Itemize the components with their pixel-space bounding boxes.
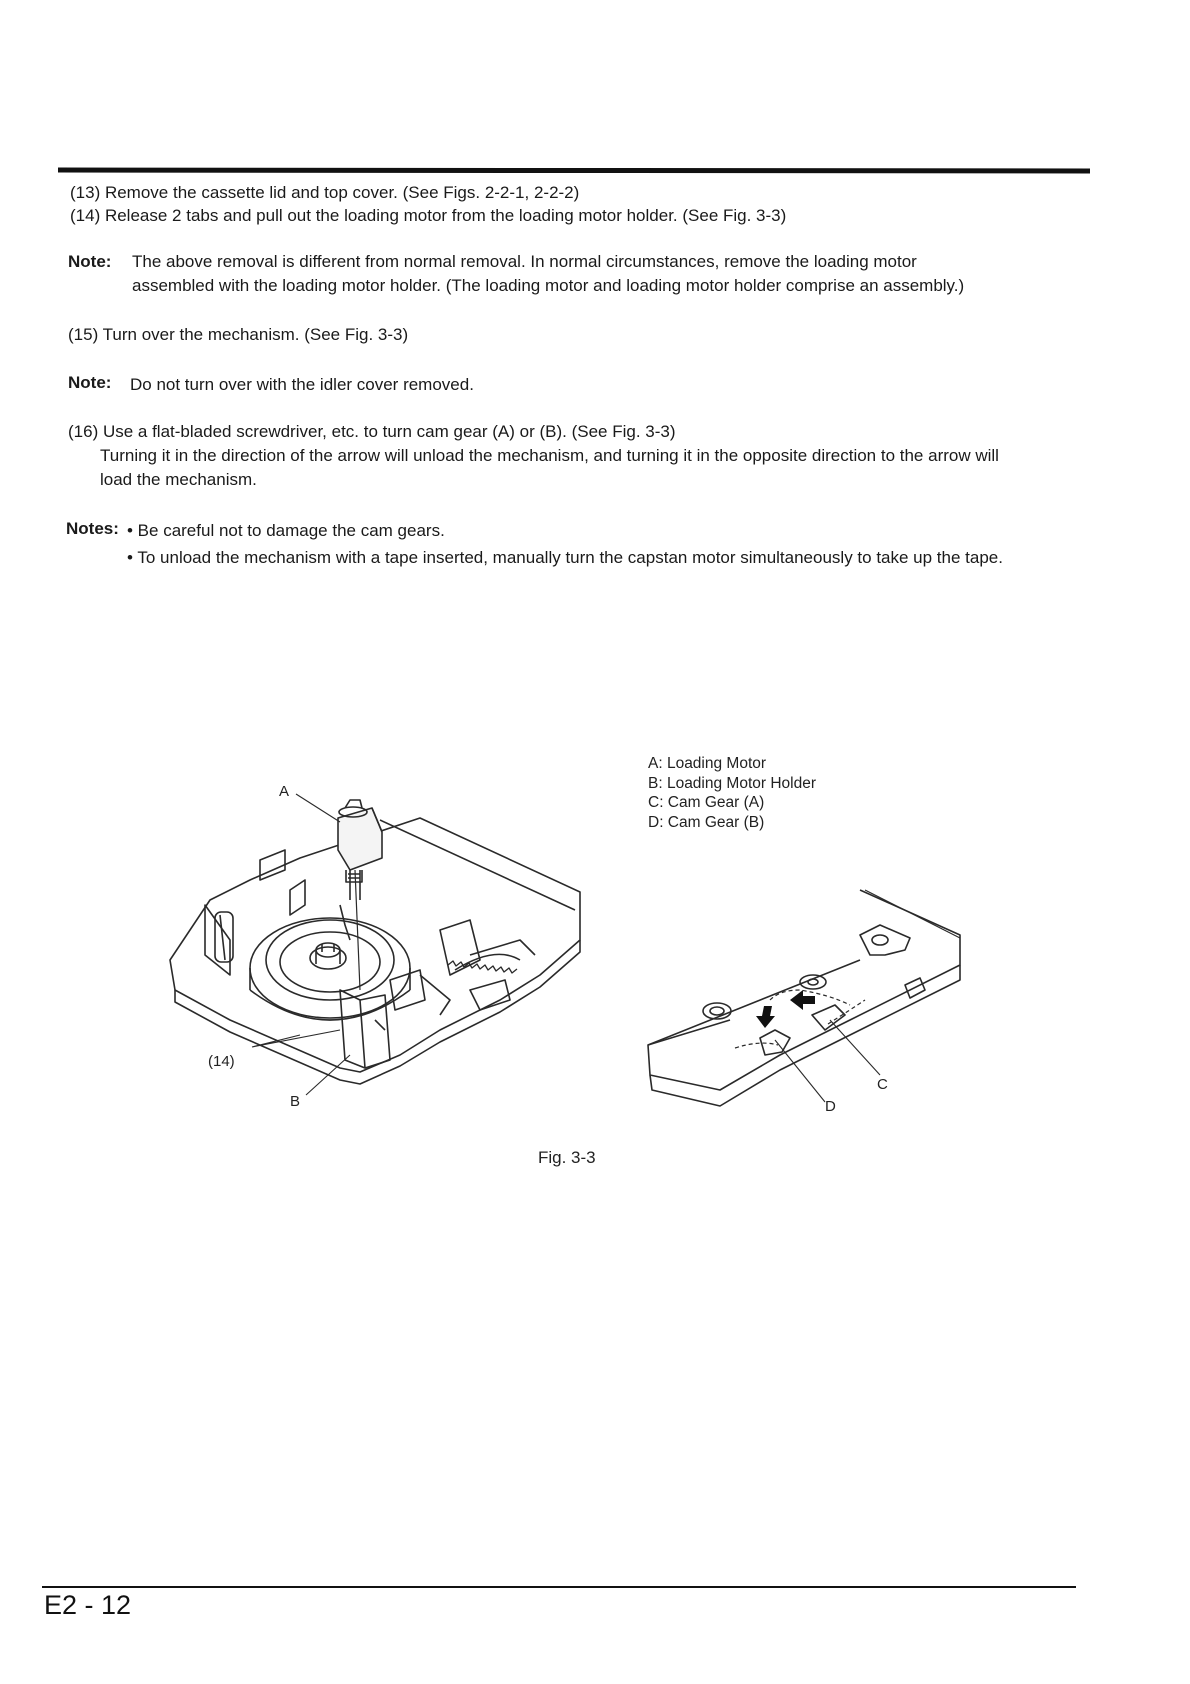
note-2-text: Do not turn over with the idler cover removed. [130,375,474,394]
step-16-line-1: (16) Use a flat-bladed screwdriver, etc. to turn cam gear (A) or (B). (See Fig. 3-3) [68,422,676,441]
callout-d: D [825,1098,836,1115]
legend-item-d: D: Cam Gear (B) [648,813,765,831]
step-13: (13) Remove the cassette lid and top cover. (See Figs. 2-2-1, 2-2-2) [70,183,580,202]
legend-item-c: C: Cam Gear (A) [648,794,765,811]
page-number: E2 - 12 [44,1590,132,1620]
callout-a: A [279,783,290,800]
notes-label: Notes: [66,519,119,538]
callout-c: C [877,1076,888,1093]
note-1-line-1: The above removal is different from normal removal. In normal circumstances, remove the loading motor [132,252,917,271]
note-2-label: Note: [68,373,112,392]
callout-b: B [290,1093,301,1110]
note-1-label: Note: [68,252,112,271]
legend-item-a: A: Loading Motor [648,755,767,772]
step-14: (14) Release 2 tabs and pull out the loading motor from the loading motor holder. (See Fig. 3-3) [70,206,787,225]
figure-legend [648,754,816,832]
notes-item-2: • To unload the mechanism with a tape inserted, manually turn the capstan motor simultaneously to take up the tape. [127,548,1003,567]
step-16-line-2: Turning it in the direction of the arrow will unload the mechanism, and turning it in the opposite direction to the arrow will [100,446,999,465]
legend-item-b: B: Loading Motor Holder [648,774,817,792]
figure-caption: Fig. 3-3 [538,1148,596,1167]
step-15: (15) Turn over the mechanism. (See Fig. 3-3) [68,325,409,344]
step-16-line-3: load the mechanism. [100,470,257,489]
bottom-rule [42,1586,1076,1588]
callout-step-14: (14) [208,1053,235,1070]
notes-item-1: • Be careful not to damage the cam gears. [127,521,445,540]
note-1-line-2: assembled with the loading motor holder. (The loading motor and loading motor holder comprise an assembly.) [132,276,965,295]
